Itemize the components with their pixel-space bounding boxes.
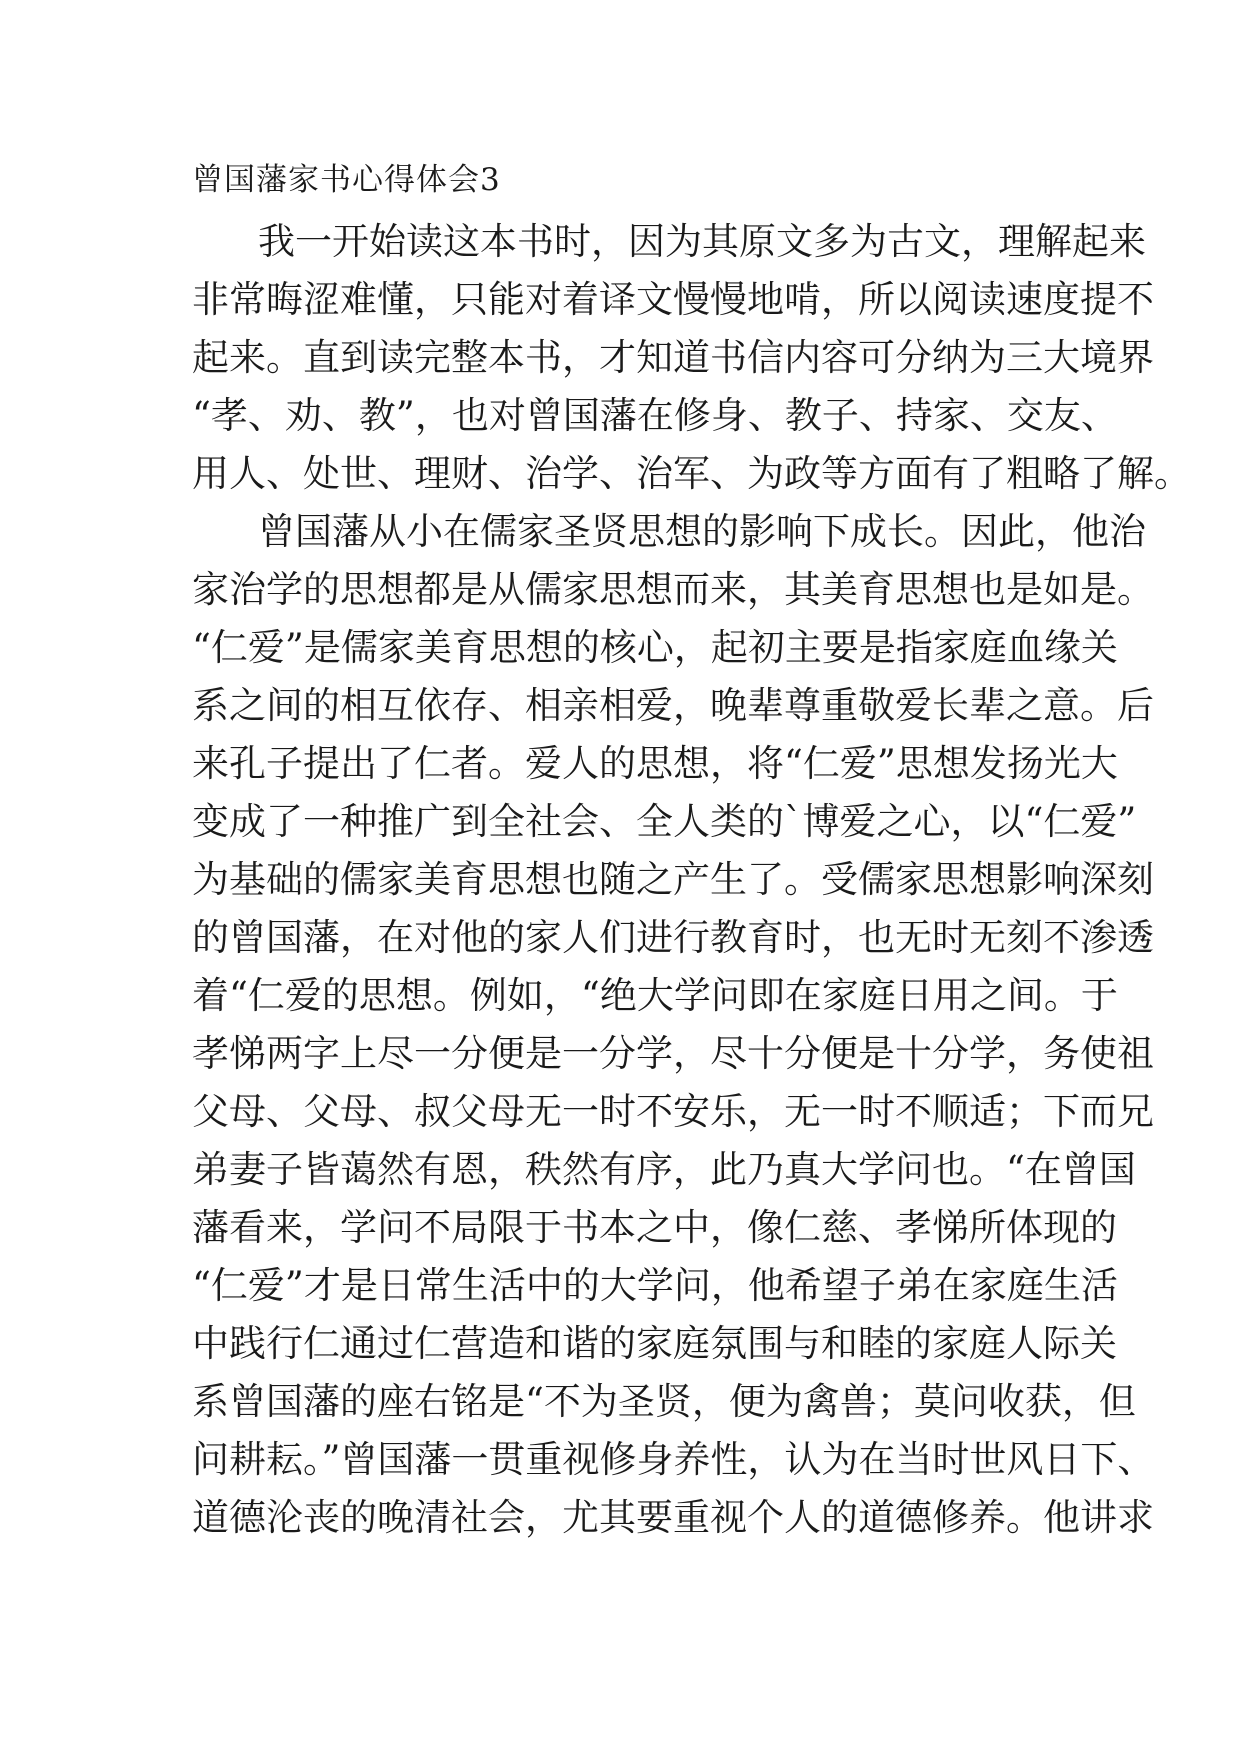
paragraph-line: 起来。直到读完整本书，才知道书信内容可分纳为三大境界 — [192, 336, 1154, 379]
paragraph-line: 中践行仁通过仁营造和谐的家庭氛围与和睦的家庭人际关 — [192, 1322, 1117, 1365]
paragraph-line: 父母、父母、叔父母无一时不安乐，无一时不顺适；下而兄 — [192, 1090, 1154, 1133]
paragraph-line: 用人、处世、理财、治学、治军、为政等方面有了粗略了解。 — [192, 452, 1191, 495]
paragraph-line: 孝悌两字上尽一分便是一分学，尽十分便是十分学，务使祖 — [192, 1032, 1154, 1075]
paragraph-line: 为基础的儒家美育思想也随之产生了。受儒家思想影响深刻 — [192, 858, 1154, 901]
paragraph-line: “孝、劝、教”，也对曾国藩在修身、教子、持家、交友、 — [192, 394, 1118, 437]
paragraph-line: 我一开始读这本书时，因为其原文多为古文，理解起来 — [258, 220, 1146, 263]
paragraph-line: 曾国藩从小在儒家圣贤思想的影响下成长。因此，他治 — [258, 510, 1146, 553]
paragraph-line: 非常晦涩难懂，只能对着译文慢慢地啃，所以阅读速度提不 — [192, 278, 1154, 321]
paragraph-line: “仁爱”才是日常生活中的大学问，他希望子弟在家庭生活 — [192, 1264, 1118, 1307]
paragraph-line: 藩看来，学问不局限于书本之中，像仁慈、孝悌所体现的 — [192, 1206, 1117, 1249]
paragraph-line: 系之间的相互依存、相亲相爱，晚辈尊重敬爱长辈之意。后 — [192, 684, 1154, 727]
paragraph-line: 系曾国藩的座右铭是“不为圣贤，便为禽兽；莫问收获，但 — [192, 1380, 1136, 1423]
paragraph-line: 变成了一种推广到全社会、全人类的`博爱之心，以“仁爱” — [192, 800, 1137, 843]
paragraph-line: 着“仁爱的思想。例如，“绝大学问即在家庭日用之间。于 — [192, 974, 1118, 1017]
document-title: 曾国藩家书心得体会3 — [192, 162, 501, 198]
paragraph-line: 来孔子提出了仁者。爱人的思想，将“仁爱”思想发扬光大 — [192, 742, 1118, 785]
paragraph-line: 家治学的思想都是从儒家思想而来，其美育思想也是如是。 — [192, 568, 1154, 611]
paragraph-line: 的曾国藩，在对他的家人们进行教育时，也无时无刻不渗透 — [192, 916, 1154, 959]
paragraph-line: 问耕耘。”曾国藩一贯重视修身养性，认为在当时世风日下、 — [192, 1438, 1155, 1481]
paragraph-line: 道德沦丧的晚清社会，尤其要重视个人的道德修养。他讲求 — [192, 1496, 1154, 1539]
paragraph-line: “仁爱”是儒家美育思想的核心，起初主要是指家庭血缘关 — [192, 626, 1118, 669]
paragraph-line: 弟妻子皆蔼然有恩，秩然有序，此乃真大学问也。“在曾国 — [192, 1148, 1136, 1191]
